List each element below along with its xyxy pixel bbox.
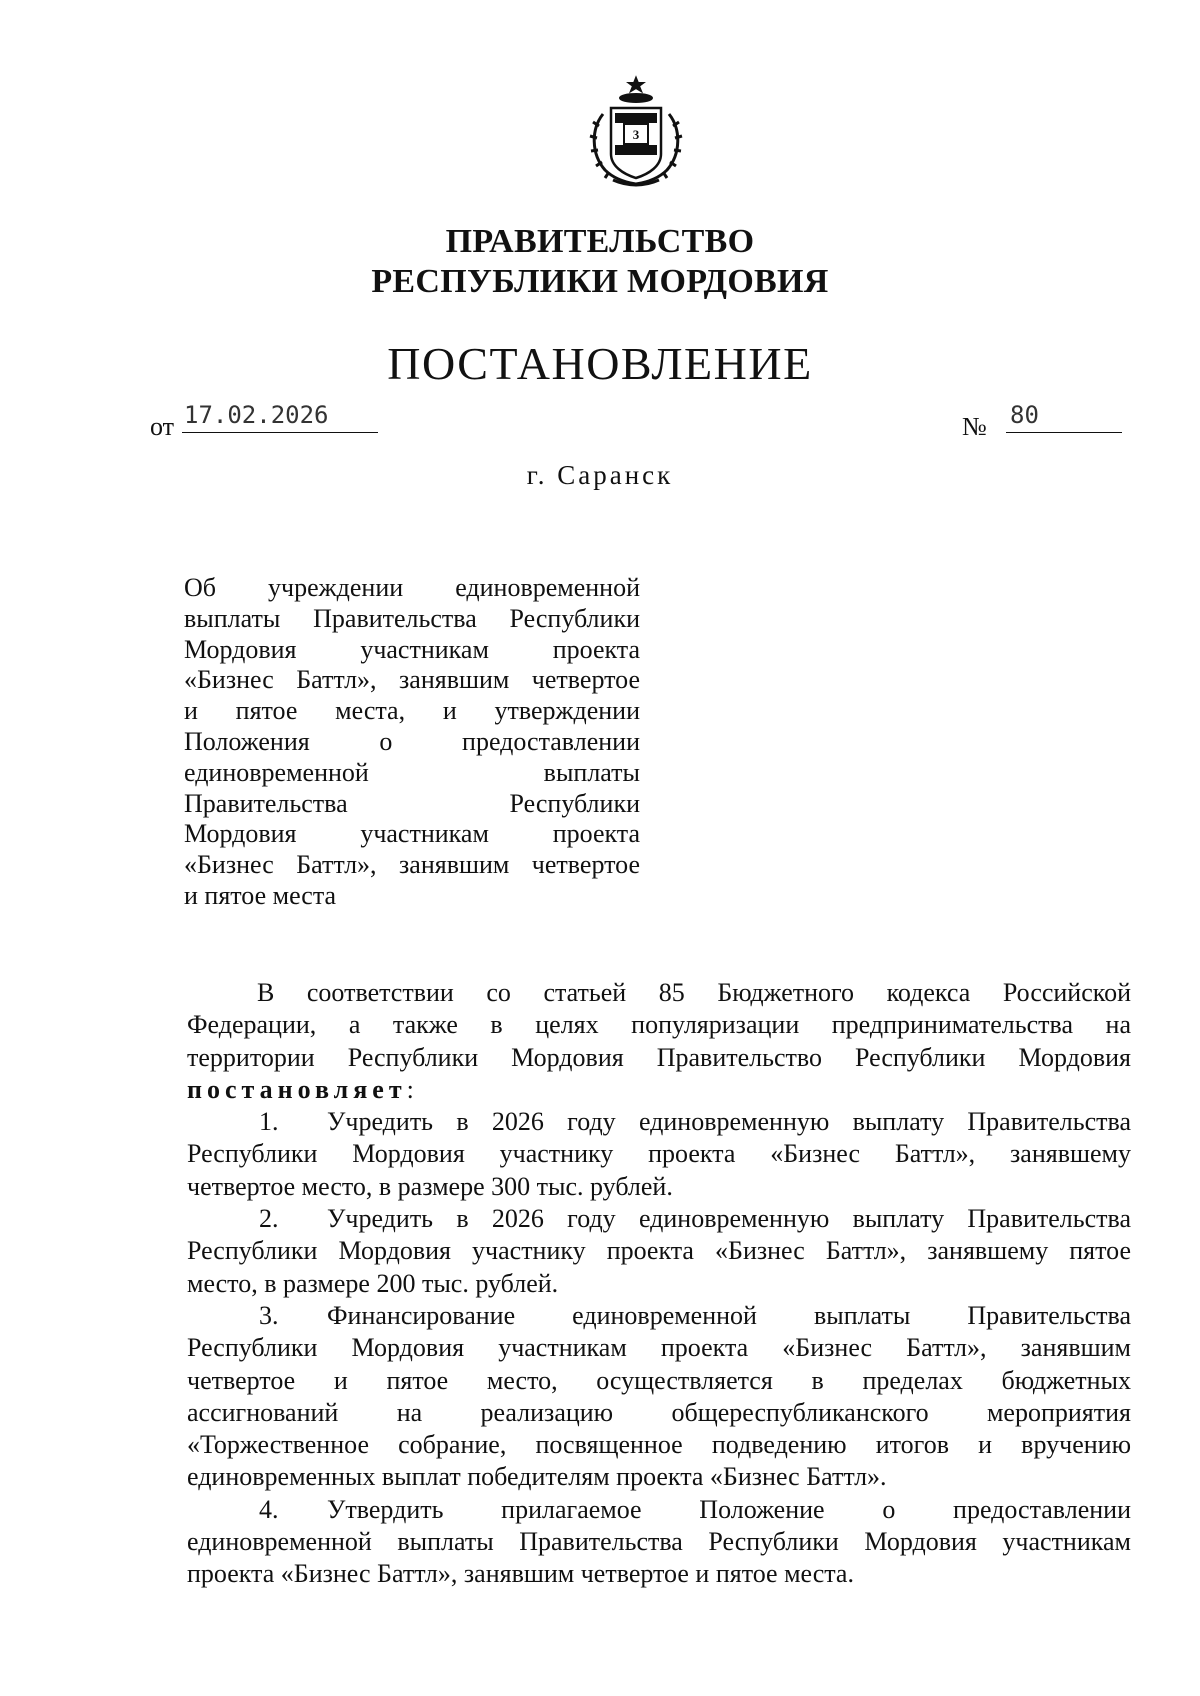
preamble-line: территории Республики Мордовия Правительство Республики Мордовия [187, 1042, 1131, 1072]
emblem-text: 3 [632, 127, 640, 142]
subject-line: Об учреждении единовременной [184, 573, 640, 602]
list-item-line: ассигнований на реализацию общереспубликанского мероприятия [187, 1397, 1131, 1427]
list-item-line: Республики Мордовия участнику проекта «Бизнес Баттл», занявшему пятое [187, 1236, 1131, 1266]
subject-line: Правительства Республики [184, 788, 640, 818]
subject-line: и пятое места [184, 880, 337, 910]
list-item-line: четвертое место, в размере 300 тыс. рублей. [187, 1171, 673, 1201]
city: г. Саранск [526, 460, 674, 490]
list-item-line: Республики Мордовия участнику проекта «Бизнес Баттл», занявшему [187, 1139, 1131, 1169]
list-item-line: единовременной выплаты Правительства Республики Мордовия участникам [187, 1527, 1131, 1557]
item-number: 4. [259, 1494, 279, 1524]
decree-word: постановляет [187, 1074, 407, 1104]
document-number: 80 [1006, 401, 1122, 433]
item-text: Финансирование единовременной выплаты Правительства [327, 1300, 1131, 1330]
document-type: ПОСТАНОВЛЕНИЕ [387, 338, 813, 389]
subject-line: и пятое места, и утверждении [184, 696, 640, 726]
number-label: № [962, 412, 987, 441]
item-text: Утвердить прилагаемое Положение о предоставлении [327, 1494, 1131, 1524]
list-item-first-line [187, 1300, 1131, 1332]
list-item-line: место, в размере 200 тыс. рублей. [187, 1268, 559, 1298]
decree-colon: : [406, 1074, 414, 1104]
item-number: 2. [259, 1204, 279, 1234]
subject-line: выплаты Правительства Республики [184, 603, 640, 633]
preamble-line: Федерации, а также в целях популяризации предпринимательства на [187, 1010, 1131, 1040]
subject-line: Мордовия участникам проекта [184, 634, 640, 664]
mordovia-coat-of-arms-icon [583, 74, 689, 192]
org-title-line2: РЕСПУБЛИКИ МОРДОВИЯ [371, 263, 829, 300]
document-date: 17.02.2026 [182, 401, 378, 433]
list-item-first-line [187, 1203, 1131, 1235]
subject-line: Положения о предоставлении [184, 726, 640, 756]
decree-line [187, 1074, 1131, 1106]
item-text: Учредить в 2026 году единовременную выплату Правительства [327, 1204, 1131, 1234]
subject-line: «Бизнес Баттл», занявшим четвертое [184, 850, 640, 880]
preamble-line: В соответствии со статьей 85 Бюджетного кодекса Российской [257, 978, 1131, 1007]
list-item-line: четвертое и пятое место, осуществляется в пределах бюджетных [187, 1365, 1131, 1395]
subject-line: «Бизнес Баттл», занявшим четвертое [184, 665, 640, 695]
document-body [187, 977, 1131, 1591]
date-label: от [150, 412, 175, 441]
item-number: 1. [259, 1107, 279, 1137]
document-subject [184, 573, 640, 912]
list-item-first-line [187, 1106, 1131, 1138]
list-item-line: «Торжественное собрание, посвященное подведению итогов и вручению [187, 1430, 1131, 1460]
list-item-line: Республики Мордовия участникам проекта «Бизнес Баттл», занявшим [187, 1333, 1131, 1363]
list-item-line: единовременных выплат победителям проекта «Бизнес Баттл». [187, 1462, 887, 1492]
list-item-line: проекта «Бизнес Баттл», занявшим четвертое и пятое места. [187, 1559, 854, 1589]
subject-line: единовременной выплаты [184, 757, 640, 787]
org-title-line1: ПРАВИТЕЛЬСТВО [445, 223, 755, 260]
list-item-first-line [187, 1494, 1131, 1526]
item-number: 3. [259, 1300, 279, 1330]
subject-line: Мордовия участникам проекта [184, 819, 640, 849]
item-text: Учредить в 2026 году единовременную выплату Правительства [327, 1107, 1131, 1137]
